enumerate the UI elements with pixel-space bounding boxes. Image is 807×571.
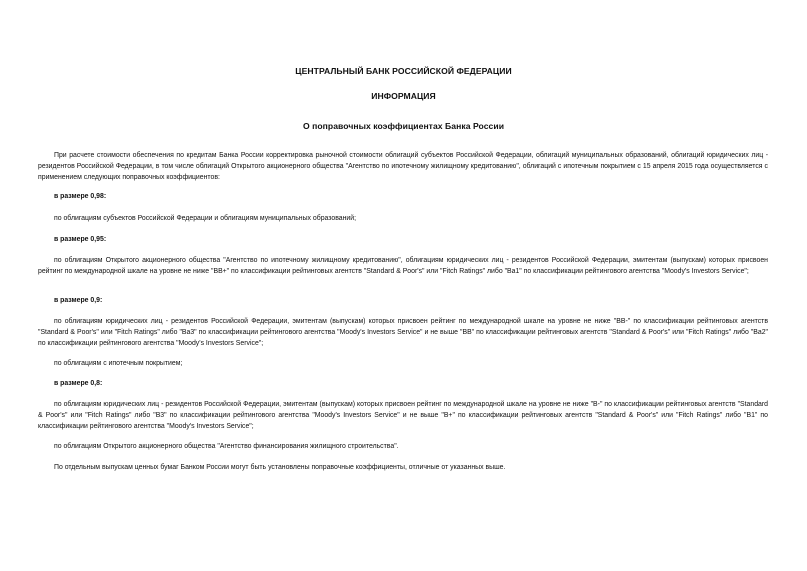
intro-paragraph: При расчете стоимости обеспечения по кредитам Банка России корректировка рыночной стоимости облигаций субъектов Российской Федерации, облигаций муниципальных образований, облигаций юридических лиц - резидентов Российской Федерации, в том числе облигаций Открытого акционерного общества "Агентство по ипотечному жилищному кредитованию", облигаций с ипотечным покрытием с 15 апреля 2015 года осуществляется с применением следующих поправочных коэффициентов: (38, 152, 768, 182)
section-08-item-2: по облигациям Открытого акционерного общества "Агентство финансирования жилищного строительства". (54, 443, 399, 450)
section-095-item-1: по облигациям Открытого акционерного общества "Агентство по ипотечному жилищному кредитованию", облигациям юридических лиц - резидентов Российской Федерации, эмитентам (выпускам) которых присвоен рейтинг по международной шкале на уровне не ниже "BB+" по классификации рейтинговых агентств "Standard & Poor's" или "Fitch Ratings" либо "Ba1" по классификации рейтингового агентства "Moody's Investors Service"; (38, 257, 768, 276)
closing-paragraph: По отдельным выпускам ценных бумаг Банком России могут быть установлены поправочные коэффициенты, отличные от указанных выше. (54, 464, 506, 471)
section-label-095: в размере 0,95: (54, 236, 107, 243)
organization-heading: ЦЕНТРАЛЬНЫЙ БАНК РОССИЙСКОЙ ФЕДЕРАЦИИ (295, 66, 512, 76)
section-label-098: в размере 0,98: (54, 193, 107, 200)
section-08-item-1: по облигациям юридических лиц - резидентов Российской Федерации, эмитентам (выпускам) которых присвоен рейтинг по международной шкале на уровне не ниже "B-" по классификации рейтинговых агентств "Standard & Poor's" или "Fitch Ratings" либо "B3" по классификации рейтингового агентства "Moody's Investors Service" и не выше "B+" по классификации рейтинговых агентств "Standard & Poor's" или "Fitch Ratings" либо "B1" по классификации рейтингового агентства "Moody's Investors Service"; (38, 401, 768, 431)
section-label-08: в размере 0,8: (54, 380, 103, 387)
document-title: О поправочных коэффициентах Банка России (302, 121, 505, 131)
document-type-heading: ИНФОРМАЦИЯ (371, 91, 436, 101)
section-098-item-1: по облигациям субъектов Российской Федерации и облигациям муниципальных образований; (54, 215, 357, 222)
section-label-09: в размере 0,9: (54, 297, 103, 304)
section-09-item-1: по облигациям юридических лиц - резидентов Российской Федерации, эмитентам (выпускам) которых присвоен рейтинг по международной шкале на уровне не ниже "BB-" по классификации рейтинговых агентств "Standard & Poor's" или "Fitch Ratings" либо "Ba3" по классификации рейтингового агентства "Moody's Investors Service" и не выше "BB" по классификации рейтинговых агентств "Standard & Poor's" или "Fitch Ratings" либо "Ba2" по классификации рейтингового агентства "Moody's Investors Service"; (38, 318, 768, 348)
section-09-item-2: по облигациям с ипотечным покрытием; (54, 360, 183, 367)
